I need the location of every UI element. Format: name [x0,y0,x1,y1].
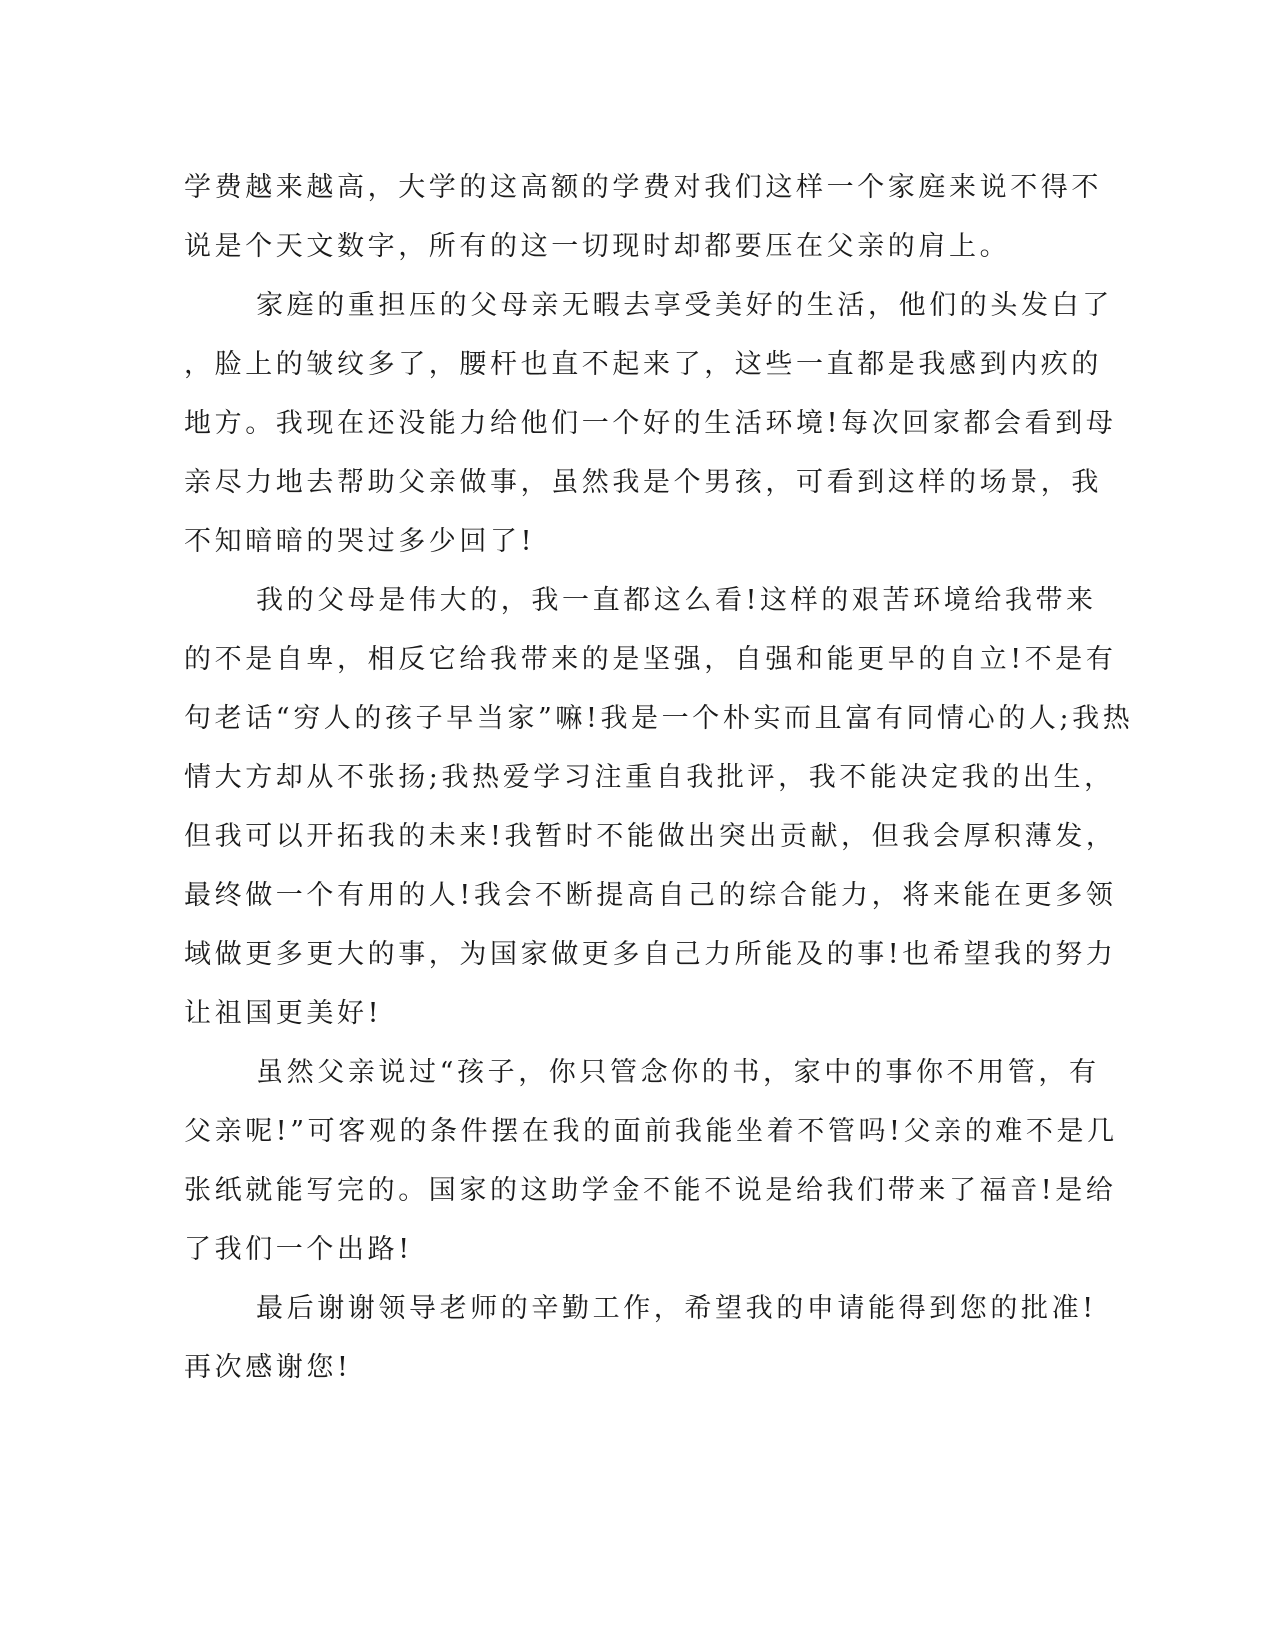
text-line: 情大方却从不张扬;我热爱学习注重自我批评，我不能决定我的出生， [184,762,1115,793]
text-line: 亲尽力地去帮助父亲做事，虽然我是个男孩，可看到这样的场景，我 [184,467,1102,498]
text-line: 域做更多更大的事，为国家做更多自己力所能及的事!也希望我的努力 [184,939,1117,970]
text-line: 学费越来越高，大学的这高额的学费对我们这样一个家庭来说不得不 [184,172,1102,203]
paragraph-start-line: 虽然父亲说过“孩子，你只管念你的书，家中的事你不用管，有 [256,1057,1100,1088]
document-body [184,158,1134,1397]
text-line: 说是个天文数字，所有的这一切现时却都要压在父亲的肩上。 [184,231,1011,262]
text-line: ，脸上的皱纹多了，腰杆也直不起来了，这些一直都是我感到内疚的 [184,349,1102,380]
paragraph-start-line: 最后谢谢领导老师的辛勤工作，希望我的申请能得到您的批准! [256,1293,1097,1324]
text-line: 父亲呢!”可客观的条件摆在我的面前我能坐着不管吗!父亲的难不是几 [184,1116,1118,1147]
text-line: 但我可以开拓我的未来!我暂时不能做出突出贡献，但我会厚积薄发， [184,821,1117,852]
text-line: 再次感谢您! [184,1352,352,1383]
text-line: 的不是自卑，相反它给我带来的是坚强，自强和能更早的自立!不是有 [184,644,1117,675]
text-line: 让祖国更美好! [184,998,383,1029]
text-line: 张纸就能写完的。国家的这助学金不能不说是给我们带来了福音!是给 [184,1175,1117,1206]
text-line: 最终做一个有用的人!我会不断提高自己的综合能力，将来能在更多领 [184,880,1117,911]
text-line: 地方。我现在还没能力给他们一个好的生活环境!每次回家都会看到母 [184,408,1117,439]
paragraph-start-line: 家庭的重担压的父母亲无暇去享受美好的生活，他们的头发白了 [256,290,1113,321]
text-line: 不知暗暗的哭过多少回了! [184,526,536,557]
text-line: 句老话“穷人的孩子早当家”嘛!我是一个朴实而且富有同情心的人;我热 [184,703,1134,734]
text-line: 了我们一个出路! [184,1234,413,1265]
paragraph-start-line: 我的父母是伟大的，我一直都这么看!这样的艰苦环境给我带来 [256,585,1097,616]
